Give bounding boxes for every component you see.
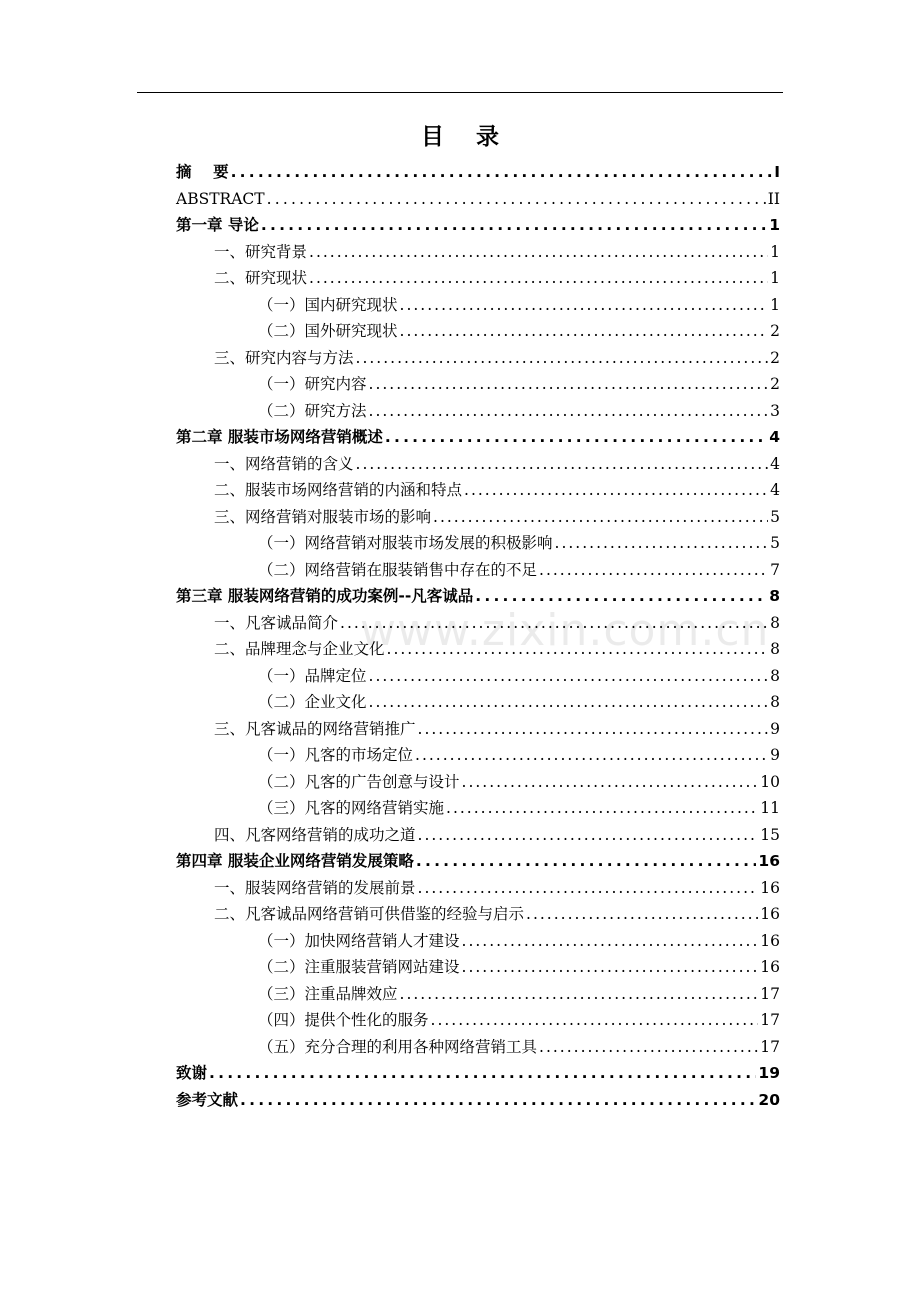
toc-entry-page: 1 [770, 242, 780, 261]
toc-entry-page: 3 [770, 401, 780, 420]
toc-leader-dots [369, 398, 769, 425]
toc-leader-dots [387, 636, 769, 663]
toc-entry-label: 一、服装网络营销的发展前景 [214, 878, 416, 897]
toc-entry-page: 1 [769, 216, 780, 234]
toc-entry[interactable] [176, 928, 780, 955]
toc-entry-label: （二）凡客的广告创意与设计 [258, 772, 460, 791]
toc-entry[interactable] [176, 530, 780, 557]
toc-leader-dots [415, 742, 768, 769]
toc-entry-label: 一、凡客诚品简介 [214, 613, 339, 632]
toc-entry-page: 4 [770, 481, 780, 499]
toc-leader-dots [309, 239, 768, 266]
toc-entry-page: 5 [770, 507, 780, 526]
toc-leader-dots [400, 292, 769, 319]
toc-leader-dots [539, 557, 768, 584]
toc-entry[interactable] [176, 1034, 780, 1061]
toc-entry-page: 15 [760, 825, 780, 844]
toc-entry-label: （一）品牌定位 [258, 666, 367, 685]
toc-entry[interactable] [176, 954, 780, 981]
toc-entry-page: 8 [769, 587, 780, 605]
toc-entry-label: 第一章 导论 [176, 216, 259, 234]
toc-leader-dots [418, 822, 759, 849]
toc-entry-page: 8 [770, 640, 780, 658]
toc-entry-page: 19 [758, 1064, 780, 1082]
toc-entry-label: （一）网络营销对服装市场发展的积极影响 [258, 534, 553, 552]
toc-entry[interactable] [176, 663, 780, 690]
toc-entry-label: 第四章 服装企业网络营销发展策略 [176, 852, 414, 870]
toc-entry[interactable] [176, 769, 780, 796]
toc-entry-page: 8 [770, 666, 780, 685]
toc-entry-label: （三）凡客的网络营销实施 [258, 799, 445, 817]
toc-leader-dots [462, 928, 759, 955]
toc-entry-label: 第二章 服装市场网络营销概述 [176, 428, 383, 446]
toc-entry-label: 二、品牌理念与企业文化 [214, 640, 385, 658]
toc-leader-dots [340, 610, 768, 637]
toc-entry-label: （三）注重品牌效应 [258, 984, 398, 1003]
page-title: 目 录 [420, 124, 500, 150]
toc-entry[interactable] [176, 689, 780, 716]
toc-leader-dots [369, 663, 769, 690]
toc-entry[interactable] [176, 981, 780, 1008]
toc-leader-dots [369, 689, 769, 716]
toc-leader-dots [261, 212, 767, 239]
toc-entry[interactable] [176, 848, 780, 875]
toc-entry-label: （二）注重服装营销网站建设 [258, 958, 460, 976]
toc-leader-dots [385, 424, 767, 451]
toc-entry-page: 7 [770, 560, 780, 579]
toc-entry[interactable] [176, 424, 780, 451]
toc-entry-page: 11 [760, 799, 780, 817]
toc-entry-label: （一）研究内容 [258, 375, 367, 393]
toc-entry-label: （一）加快网络营销人才建设 [258, 931, 460, 950]
toc-entry-label: 三、研究内容与方法 [214, 348, 354, 367]
toc-leader-dots [555, 530, 769, 557]
toc-leader-dots [309, 265, 768, 292]
toc-entry[interactable] [176, 901, 780, 928]
toc-leader-dots [231, 159, 773, 186]
toc-entry[interactable] [176, 212, 780, 239]
toc-entry[interactable] [176, 504, 780, 531]
toc-leader-dots [433, 504, 768, 531]
toc-leader-dots [418, 716, 769, 743]
toc-entry-label: 三、网络营销对服装市场的影响 [214, 507, 432, 526]
toc-entry[interactable] [176, 371, 780, 398]
toc-entry-page: 9 [770, 746, 780, 764]
toc-entry[interactable] [176, 292, 780, 319]
toc-entry-label: 二、研究现状 [214, 269, 308, 287]
toc-entry-page: 16 [758, 852, 780, 870]
toc-entry[interactable] [176, 822, 780, 849]
toc-entry[interactable] [176, 318, 780, 345]
toc-entry-label: （二）研究方法 [258, 401, 367, 420]
toc-entry[interactable] [176, 1007, 780, 1034]
toc-leader-dots [369, 371, 769, 398]
toc-entry-page: 20 [758, 1090, 780, 1109]
toc-entry-label: 第三章 服装网络营销的成功案例--凡客诚品 [176, 587, 474, 605]
toc-leader-dots [462, 954, 759, 981]
toc-entry-label: 二、服装市场网络营销的内涵和特点 [214, 481, 463, 499]
toc-entry[interactable] [176, 451, 780, 478]
toc-entry-label: 摘 要 [176, 163, 229, 181]
table-of-contents [176, 159, 780, 1113]
toc-leader-dots [240, 1087, 756, 1114]
toc-entry-page: I [774, 163, 780, 181]
toc-leader-dots [539, 1034, 758, 1061]
toc-entry[interactable] [176, 159, 780, 186]
toc-entry[interactable] [176, 186, 780, 213]
toc-leader-dots [209, 1060, 756, 1087]
toc-entry-label: 四、凡客网络营销的成功之道 [214, 825, 416, 844]
toc-entry-page: 16 [760, 931, 780, 950]
toc-entry[interactable] [176, 636, 780, 663]
toc-leader-dots [356, 345, 769, 372]
toc-entry-label: （二）网络营销在服装销售中存在的不足 [258, 560, 538, 579]
toc-entry-label: 二、凡客诚品网络营销可供借鉴的经验与启示 [214, 905, 525, 923]
toc-entry-page: 4 [770, 454, 780, 473]
toc-leader-dots [356, 451, 769, 478]
toc-entry-page: 1 [770, 269, 780, 287]
toc-entry[interactable] [176, 742, 780, 769]
toc-entry-label: （二）国外研究现状 [258, 322, 398, 340]
toc-leader-dots [400, 981, 759, 1008]
toc-entry-page: 8 [770, 613, 780, 632]
toc-leader-dots [267, 186, 766, 213]
toc-leader-dots [418, 875, 759, 902]
toc-entry[interactable] [176, 795, 780, 822]
toc-leader-dots [400, 318, 769, 345]
toc-entry-page: 4 [769, 428, 780, 446]
toc-entry-page: 5 [770, 534, 780, 552]
toc-entry-page: 16 [760, 905, 780, 923]
toc-entry-label: （一）国内研究现状 [258, 295, 398, 314]
toc-entry[interactable] [176, 610, 780, 637]
toc-entry-label: ABSTRACT [176, 189, 265, 208]
toc-entry-page: 1 [770, 295, 780, 314]
toc-leader-dots [416, 848, 757, 875]
toc-entry[interactable] [176, 398, 780, 425]
toc-entry-page: 10 [760, 772, 780, 791]
toc-entry[interactable] [176, 477, 780, 504]
toc-entry-label: 参考文献 [176, 1090, 239, 1109]
toc-entry-page: 17 [760, 1037, 780, 1056]
toc-leader-dots [431, 1007, 759, 1034]
toc-entry-label: 一、网络营销的含义 [214, 454, 354, 473]
toc-entry-label: 三、凡客诚品的网络营销推广 [214, 719, 416, 738]
toc-entry-label: （四）提供个性化的服务 [258, 1011, 429, 1029]
toc-entry[interactable] [176, 1060, 780, 1087]
toc-leader-dots [464, 477, 768, 504]
toc-entry[interactable] [176, 345, 780, 372]
toc-entry[interactable] [176, 265, 780, 292]
toc-entry-page: 16 [760, 958, 780, 976]
toc-entry[interactable] [176, 875, 780, 902]
header-rule [137, 92, 783, 93]
toc-entry-page: 2 [770, 348, 780, 367]
toc-entry-page: 8 [770, 693, 780, 711]
toc-leader-dots [462, 769, 759, 796]
toc-entry-label: （一）凡客的市场定位 [258, 746, 414, 764]
toc-entry-label: （五）充分合理的利用各种网络营销工具 [258, 1037, 538, 1056]
toc-entry-page: 9 [770, 719, 780, 738]
toc-entry-page: 2 [770, 322, 780, 340]
toc-entry[interactable] [176, 716, 780, 743]
toc-entry[interactable] [176, 557, 780, 584]
toc-entry[interactable] [176, 1087, 780, 1114]
toc-entry-page: 2 [770, 375, 780, 393]
toc-entry-page: II [767, 189, 780, 208]
toc-entry[interactable] [176, 239, 780, 266]
toc-entry-page: 17 [760, 1011, 780, 1029]
watermark: www.zixin.com.cn [360, 605, 770, 656]
toc-leader-dots [475, 583, 767, 610]
toc-entry-label: 一、研究背景 [214, 242, 308, 261]
toc-entry-label: （二）企业文化 [258, 693, 367, 711]
toc-leader-dots [526, 901, 758, 928]
toc-entry-page: 16 [760, 878, 780, 897]
toc-entry-page: 17 [760, 984, 780, 1003]
toc-entry[interactable] [176, 583, 780, 610]
toc-leader-dots [446, 795, 758, 822]
toc-entry-label: 致谢 [176, 1064, 208, 1082]
